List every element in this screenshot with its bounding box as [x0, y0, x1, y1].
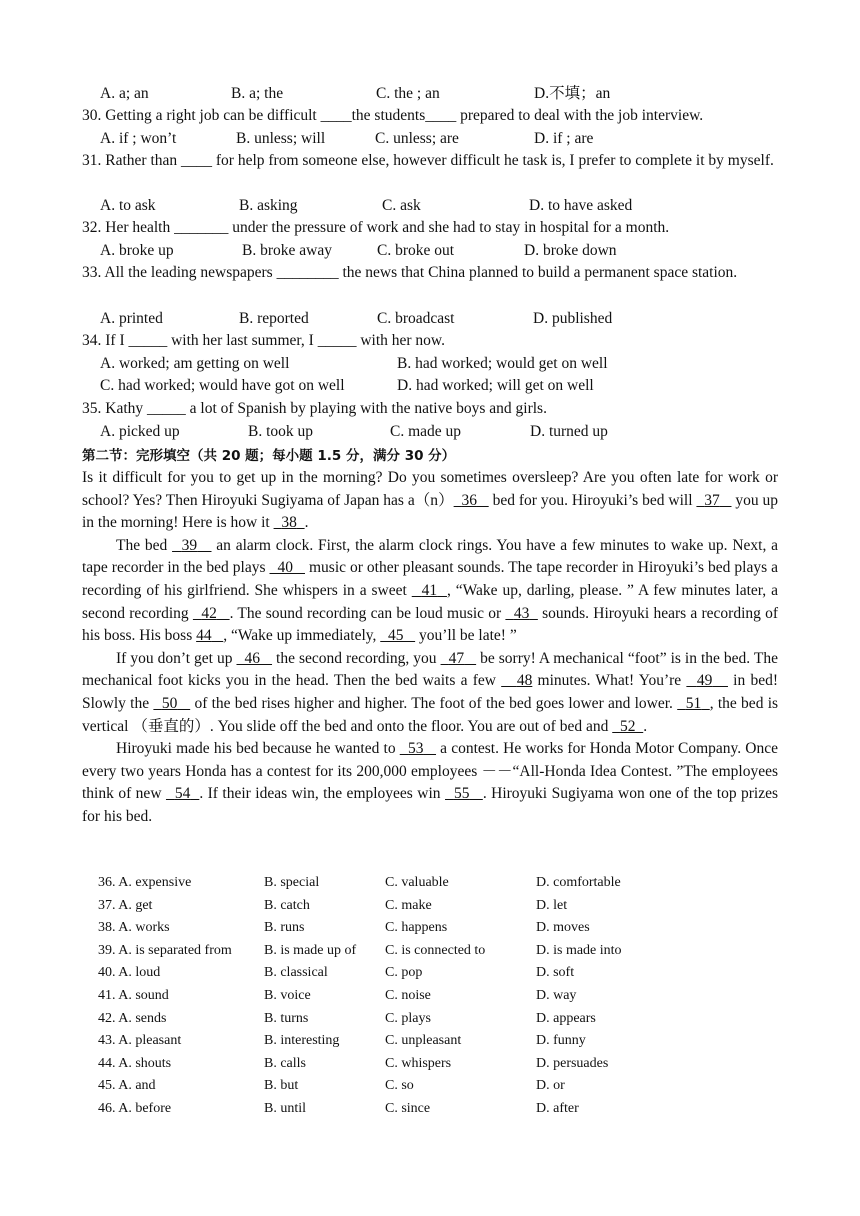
option: D. broke down [524, 242, 617, 259]
choice: B. until [264, 1100, 307, 1116]
blank-53: 53 [408, 740, 424, 758]
choice: C. make [385, 897, 432, 913]
option: A. a; an [100, 85, 149, 102]
option: B. broke away [242, 242, 332, 259]
option: B. took up [248, 423, 314, 440]
passage-text: , “Wake up immediately, [223, 627, 381, 645]
choice: 39. A. is separated from [98, 942, 232, 958]
blank-46: 46 [244, 649, 260, 667]
choice-row [98, 1098, 658, 1121]
q34-options-row1 [100, 353, 780, 375]
choice: D. or [536, 1078, 565, 1094]
choice-row [98, 1053, 658, 1076]
option: B. asking [239, 197, 298, 214]
question-stem: Kathy _____ a lot of Spanish by playing with the native boys and girls. [105, 400, 547, 417]
option: C. broke out [377, 242, 455, 259]
paragraph [82, 467, 778, 535]
blank-55: 55 [453, 785, 470, 803]
choice: D. soft [536, 965, 575, 981]
choice: B. voice [264, 987, 311, 1003]
option: A. picked up [100, 423, 180, 440]
blank-52: 52 [619, 717, 636, 735]
choice-row [98, 1008, 658, 1031]
option: D. if ; are [534, 130, 594, 147]
question-30 [82, 105, 804, 128]
choice: 38. A. works [98, 920, 170, 936]
q31-options [100, 195, 780, 217]
choice: B. classical [264, 965, 328, 981]
option: D. published [533, 310, 613, 327]
passage-text: bed for you. Hiroyuki’s bed will [488, 491, 697, 509]
passage-text: . Hiroyuki Sugiyama won one of the top prizes for his bed. [82, 785, 779, 825]
choice: 37. A. get [98, 897, 153, 913]
choice: D. moves [536, 920, 590, 936]
passage-text: the second recording, you [272, 649, 441, 667]
blank-37: 37 [704, 491, 720, 509]
choice: B. interesting [264, 1033, 340, 1049]
choice: B. catch [264, 897, 310, 913]
option: D. had worked; will get on well [397, 377, 594, 394]
choice: C. plays [385, 1010, 431, 1026]
question-number: 34. [82, 332, 102, 349]
choice: B. but [264, 1078, 299, 1094]
choice-row [98, 962, 658, 985]
blank-44: 44 [196, 627, 212, 645]
q30-options [100, 128, 780, 150]
option: C. made up [390, 423, 462, 440]
question-stem: If I _____ with her last summer, I _____ with her now. [105, 332, 445, 349]
choice-row [98, 895, 658, 918]
passage-text: The bed [116, 536, 173, 554]
option: D. turned up [530, 423, 608, 440]
question-stem: Her health _______ under the pressure of work and she had to stay in hospital for a month. [105, 219, 670, 236]
choice: C. pop [385, 965, 423, 981]
passage-text: Hiroyuki made his bed because he wanted to [116, 740, 400, 758]
blank-51: 51 [685, 694, 702, 712]
question-32 [82, 217, 804, 240]
blank-42: 42 [201, 604, 217, 622]
choice: C. since [385, 1100, 431, 1116]
passage-text: , “Wake up, darling, please. ” A few minutes later, a second recording [82, 581, 778, 622]
choice: C. valuable [385, 875, 449, 890]
blank-39: 39 [181, 536, 198, 554]
option: D. to have asked [529, 197, 633, 214]
choice: 43. A. pleasant [98, 1033, 182, 1049]
option: C. broadcast [377, 310, 455, 327]
blank-47: 47 [448, 649, 465, 667]
option: B. unless; will [236, 130, 326, 147]
passage-text: . [643, 717, 648, 735]
choice-row [98, 872, 658, 895]
passage-text: music or other pleasant sounds. The tape recorder in Hiroyuki’s bed plays a recording of his girlfriend. She whispers in a sweet [82, 559, 779, 599]
choice-row [98, 940, 658, 963]
choice: D. let [536, 897, 568, 913]
choice: B. turns [264, 1010, 309, 1026]
passage-text: of the bed rises higher and higher. The foot of the bed goes lower and lower. [190, 694, 678, 712]
choice: D. comfortable [536, 875, 621, 890]
choice: D. appears [536, 1010, 596, 1026]
blank-43: 43 [513, 604, 530, 622]
question-31 [82, 150, 804, 173]
choices-table [98, 872, 658, 1121]
choice: 36. A. expensive [98, 875, 192, 890]
passage-text: . [304, 514, 309, 532]
question-stem: Rather than ____ for help from someone else, however difficult he task is, I prefer to complete it by myself. [105, 152, 774, 169]
passage-text: be sorry! A mechanical “foot” is in the bed. The mechanical foot kicks you in the head. Then the bed waits a few [82, 649, 779, 690]
paragraph [82, 535, 778, 648]
choice: C. whispers [385, 1055, 452, 1071]
blank-36: 36 [461, 491, 477, 509]
passage-text: you up in the morning! Here is how it [82, 491, 779, 532]
q34-options-row2 [100, 375, 780, 397]
blank-49: 49 [696, 672, 713, 690]
choice: B. runs [264, 920, 305, 936]
option: C. ask [382, 197, 421, 214]
choice: C. happens [385, 920, 448, 936]
blank-41: 41 [421, 581, 438, 599]
section-title: 第二节：完形填空（共 20 题；每小题 1.5 分，满分 30 分） [82, 448, 456, 464]
option: A. if ; won’t [100, 130, 177, 147]
question-33 [82, 262, 804, 285]
option: B. a; the [231, 85, 284, 102]
passage-text: an alarm clock. First, the alarm clock rings. You have a few minutes to wake up. Next, a tape recorder in the bed plays [82, 536, 779, 577]
blank-54: 54 [174, 785, 191, 803]
option: D.不填；an [534, 85, 611, 102]
q33-options [100, 308, 780, 330]
option: A. broke up [100, 242, 174, 259]
blank-48: 48 [516, 672, 533, 690]
option: C. the ; an [376, 85, 440, 102]
choice: C. noise [385, 987, 431, 1003]
choice: B. calls [264, 1055, 306, 1071]
question-stem: Getting a right job can be difficult ____the students____ prepared to deal with the job interview. [105, 107, 704, 124]
passage-text: you’ll be late! ” [415, 627, 517, 645]
question-number: 33. [82, 264, 102, 281]
choice: D. way [536, 987, 577, 1003]
passage-text: a contest. He works for Honda Motor Company. Once every two years Honda has a contest for its 200,000 employees －－“All-Honda Idea Contest. ”The employees think of new [82, 740, 779, 803]
passage-text: minutes. What! You’re [532, 672, 687, 690]
choice-row [98, 1030, 658, 1053]
choice: B. special [264, 875, 320, 890]
question-number: 32. [82, 219, 102, 236]
choice: 44. A. shouts [98, 1055, 172, 1071]
question-number: 30. [82, 107, 102, 124]
q32-options [100, 240, 780, 262]
choice-row [98, 917, 658, 940]
question-number: 35. [82, 400, 102, 417]
option: B. reported [239, 310, 309, 327]
question-34 [82, 330, 804, 353]
choice: 45. A. and [98, 1078, 156, 1094]
choice: D. persuades [536, 1055, 609, 1071]
question-number: 31. [82, 152, 102, 169]
choice: 46. A. before [98, 1100, 172, 1116]
option: C. unless; are [375, 130, 459, 147]
choice: C. is connected to [385, 942, 486, 958]
choice: C. so [385, 1078, 414, 1094]
cloze-passage [82, 467, 778, 829]
q29-options [100, 83, 780, 105]
paragraph [82, 738, 778, 828]
choice: D. after [536, 1100, 579, 1116]
choice-row [98, 985, 658, 1008]
q35-options [100, 421, 780, 443]
passage-text: in bed! Slowly the [82, 672, 778, 712]
paragraph [82, 648, 778, 738]
passage-text: If you don’t get up [116, 649, 237, 667]
blank-40: 40 [277, 559, 293, 577]
passage-text: sounds. Hiroyuki hears a recording of his boss. His boss [82, 604, 779, 645]
option: B. had worked; would get on well [397, 355, 608, 372]
passage-text: . The sound recording can be loud music or [229, 604, 506, 622]
passage-text: . If their ideas win, the employees win [199, 785, 446, 803]
choice: D. funny [536, 1033, 586, 1049]
blank-45: 45 [388, 627, 404, 645]
option: C. had worked; would have got on well [100, 377, 345, 394]
choice: 42. A. sends [98, 1010, 167, 1026]
option: A. worked; am getting on well [100, 355, 290, 372]
passage-text: Is it difficult for you to get up in the morning? Do you sometimes oversleep? Are you often late for work or school? Yes? Then Hiroyuki Sugiyama of Japan has a（n） [82, 469, 778, 509]
choice: D. is made into [536, 942, 622, 958]
question-35 [82, 398, 804, 421]
passage-text: , the bed is vertical （垂直的）. You slide off the bed and onto the floor. You are out of bed and [82, 694, 779, 735]
question-stem: All the leading newspapers ________ the news that China planned to build a permanent space station. [104, 264, 738, 281]
choice: C. unpleasant [385, 1033, 462, 1049]
choice: B. is made up of [264, 942, 357, 958]
blank-50: 50 [161, 694, 178, 712]
choice: 40. A. loud [98, 965, 161, 981]
choice: 41. A. sound [98, 987, 169, 1003]
choice-row [98, 1075, 658, 1098]
option: A. to ask [100, 197, 156, 214]
blank-38: 38 [281, 514, 297, 532]
option: A. printed [100, 310, 163, 327]
